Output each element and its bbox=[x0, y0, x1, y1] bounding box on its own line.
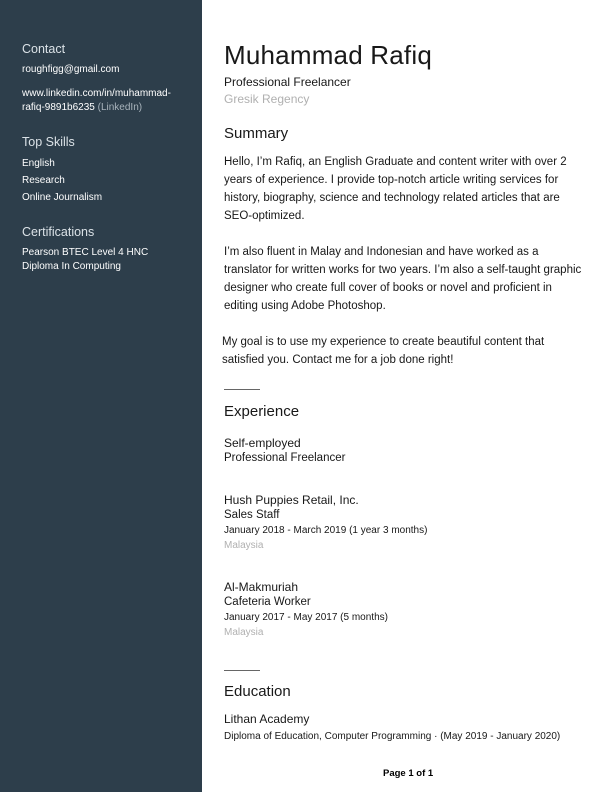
job-dates: January 2018 - March 2019 (1 year 3 months) bbox=[224, 525, 428, 536]
person-location: Gresik Regency bbox=[224, 92, 310, 106]
education-school: Lithan Academy bbox=[224, 712, 310, 726]
job-dates: January 2017 - May 2017 (5 months) bbox=[224, 612, 388, 623]
page-number: Page 1 of 1 bbox=[383, 768, 434, 779]
linkedin-url-line2[interactable]: rafiq-9891b6235 bbox=[22, 102, 95, 113]
education-heading: Education bbox=[224, 683, 291, 700]
contact-heading: Contact bbox=[22, 42, 66, 56]
certification-item bbox=[22, 246, 194, 274]
person-title: Professional Freelancer bbox=[224, 75, 351, 89]
job-role: Professional Freelancer bbox=[224, 452, 346, 464]
education-degree: Diploma of Education, Computer Programming · (May 2019 - January 2020) bbox=[224, 731, 561, 742]
summary-paragraph: I’m also fluent in Malay and Indonesian and have worked as a translator for written works for two years. I’m also a self-taught graphic designer who create full cover of books or novel and proficient in editing using Adobe Photoshop. bbox=[224, 246, 582, 312]
job-company: Al-Makmuriah bbox=[224, 580, 299, 594]
job-location: Malaysia bbox=[224, 627, 264, 638]
job-role: Sales Staff bbox=[224, 509, 280, 521]
certification-line2: Diploma In Computing bbox=[22, 261, 121, 272]
contact-email[interactable]: roughfigg@gmail.com bbox=[22, 64, 120, 75]
certification-line1: Pearson BTEC Level 4 HNC bbox=[22, 247, 149, 258]
skill-item: English bbox=[22, 158, 55, 169]
certifications-heading: Certifications bbox=[22, 225, 95, 239]
skills-heading: Top Skills bbox=[22, 135, 75, 149]
sidebar bbox=[0, 0, 202, 792]
section-divider bbox=[224, 670, 260, 671]
linkedin-url-line1[interactable]: www.linkedin.com/in/muhammad- bbox=[22, 88, 171, 99]
section-divider bbox=[224, 389, 260, 390]
job-company: Self-employed bbox=[224, 436, 301, 450]
job-location: Malaysia bbox=[224, 540, 264, 551]
skill-item: Online Journalism bbox=[22, 192, 103, 203]
summary-paragraph: My goal is to use my experience to create beautiful content that satisfied you. Contact me for a job done right! bbox=[222, 336, 545, 366]
person-name: Muhammad Rafiq bbox=[224, 40, 432, 70]
linkedin-suffix: (LinkedIn) bbox=[97, 102, 143, 113]
skill-item: Research bbox=[22, 175, 65, 186]
experience-heading: Experience bbox=[224, 403, 300, 420]
summary-paragraph: Hello, I’m Rafiq, an English Graduate and content writer with over 2 years of experience. I provide top-notch article writing services for history, biography, science and technology related articles that are SEO-optimized. bbox=[224, 156, 567, 222]
job-role: Cafeteria Worker bbox=[224, 596, 311, 608]
summary-heading: Summary bbox=[224, 125, 289, 142]
job-company: Hush Puppies Retail, Inc. bbox=[224, 493, 359, 507]
contact-linkedin[interactable] bbox=[22, 87, 194, 115]
